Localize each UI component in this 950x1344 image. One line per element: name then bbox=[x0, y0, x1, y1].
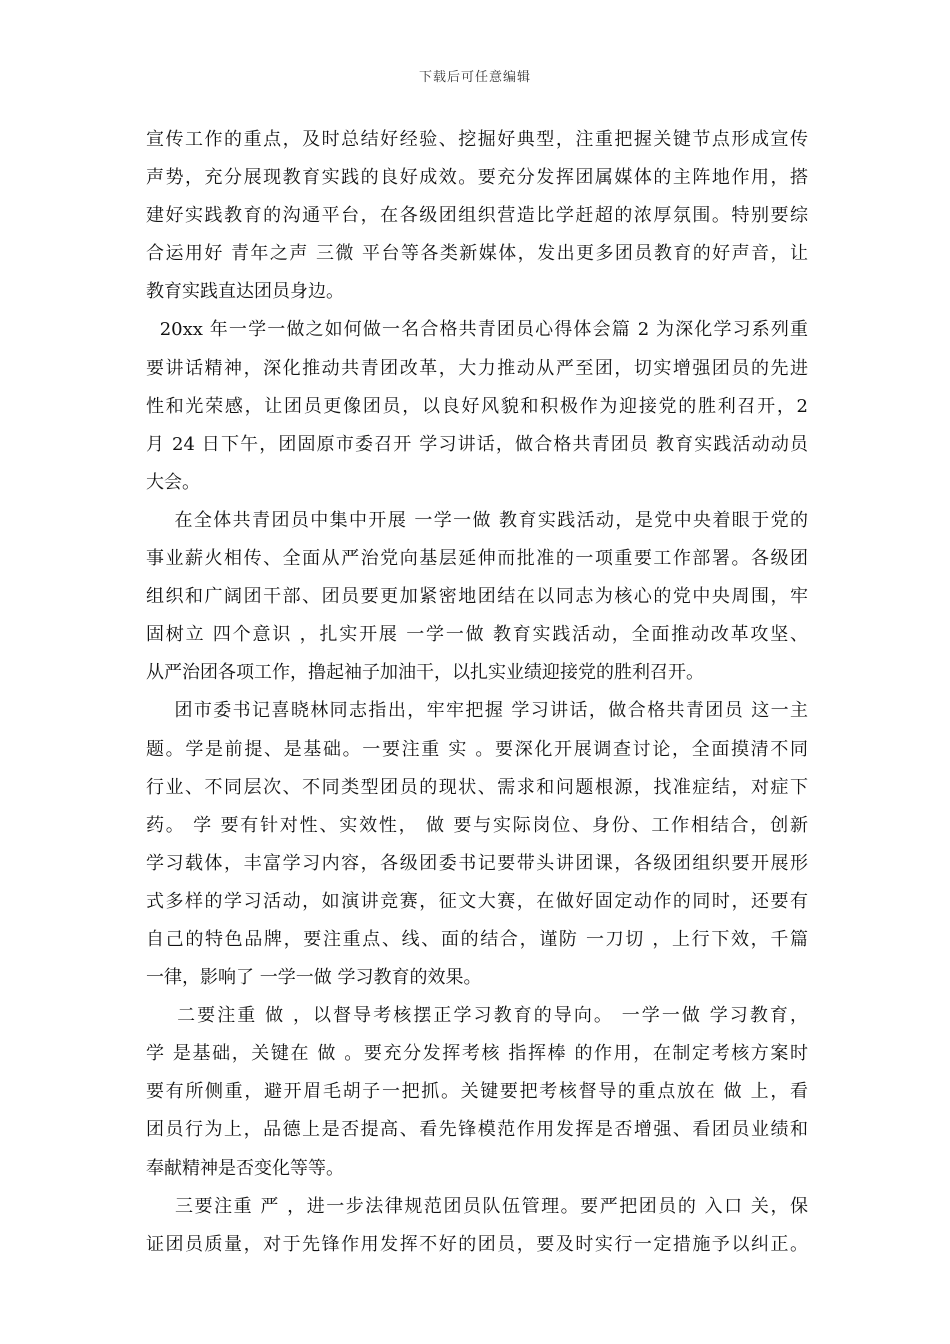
text-line: 三要注重 严 ，进一步法律规范团员队伍管理。要严把团员的 入口 关，保 bbox=[146, 1195, 808, 1217]
text-line: 式多样的学习活动，如演讲竞赛，征文大赛，在做好固定动作的同时，还要有 bbox=[146, 890, 808, 912]
text-line: 二要注重 做 ，以督导考核摆正学习教育的导向。 一学一做 学习教育， bbox=[146, 1005, 808, 1027]
text-line: 题。学是前提、是基础。一要注重 实 。要深化开展调查讨论，全面摸清不同 bbox=[146, 738, 808, 760]
text-line: 教育实践直达团员身边。 bbox=[146, 281, 344, 303]
text-line: 建好实践教育的沟通平台，在各级团组织营造比学赶超的浓厚氛围。特别要综 bbox=[146, 205, 808, 227]
text-line: 大会。 bbox=[146, 471, 200, 493]
text-line: 自己的特色品牌，要注重点、线、面的结合，谨防 一刀切 ，上行下效，千篇 bbox=[146, 928, 808, 950]
text-line: 行业、不同层次、不同类型团员的现状、需求和问题根源，找准症结，对症下 bbox=[146, 776, 808, 798]
text-line: 学 是基础，关键在 做 。要充分发挥考核 指挥棒 的作用，在制定考核方案时 bbox=[146, 1043, 808, 1065]
text-line: 团市委书记喜晓林同志指出，牢牢把握 学习讲话，做合格共青团员 这一主 bbox=[146, 700, 808, 722]
text-line: 月 24 日下午，团固原市委召开 学习讲话，做合格共青团员 教育实践活动动员 bbox=[146, 433, 808, 455]
text-line: 奉献精神是否变化等等。 bbox=[146, 1157, 344, 1179]
text-line: 声势，充分展现教育实践的良好成效。要充分发挥团属媒体的主阵地作用，搭 bbox=[146, 167, 808, 189]
text-line: 从严治团各项工作，撸起袖子加油干，以扎实业绩迎接党的胜利召开。 bbox=[146, 662, 704, 684]
text-line: 性和光荣感，让团员更像团员，以良好风貌和积极作为迎接党的胜利召开，2 bbox=[146, 395, 808, 417]
text-line: 证团员质量，对于先锋作用发挥不好的团员，要及时实行一定措施予以纠正。 bbox=[146, 1233, 808, 1255]
text-line: 固树立 四个意识 ，扎实开展 一学一做 教育实践活动，全面推动改革攻坚、 bbox=[146, 624, 808, 646]
text-line: 药。 学 要有针对性、实效性， 做 要与实际岗位、身份、工作相结合，创新 bbox=[146, 814, 808, 836]
text-line: 合运用好 青年之声 三微 平台等各类新媒体，发出更多团员教育的好声音，让 bbox=[146, 243, 808, 265]
text-line: 宣传工作的重点，及时总结好经验、挖掘好典型，注重把握关键节点形成宣传 bbox=[146, 129, 808, 150]
text-line: 学习载体，丰富学习内容，各级团委书记要带头讲团课，各级团组织要开展形 bbox=[146, 852, 808, 874]
text-line: 组织和广阔团干部、团员要更加紧密地团结在以同志为核心的党中央周围，牢 bbox=[146, 586, 808, 608]
text-line: 要有所侧重，避开眉毛胡子一把抓。关键要把考核督导的重点放在 做 上，看 bbox=[146, 1081, 808, 1103]
text-line: 要讲话精神，深化推动共青团改革，大力推动从严至团，切实增强团员的先进 bbox=[146, 357, 808, 379]
text-line: 20xx 年一学一做之如何做一名合格共青团员心得体会篇 2 为深化学习系列重 bbox=[146, 319, 808, 341]
document-body bbox=[146, 121, 808, 1264]
text-line: 在全体共青团员中集中开展 一学一做 教育实践活动，是党中央着眼于党的 bbox=[146, 509, 808, 531]
text-line: 一律，影响了 一学一做 学习教育的效果。 bbox=[146, 967, 482, 989]
text-line: 事业薪火相传、全面从严治党向基层延伸而批准的一项重要工作部署。各级团 bbox=[146, 548, 808, 570]
text-line: 团员行为上，品德上是否提高、看先锋模范作用发挥是否增强、看团员业绩和 bbox=[146, 1119, 808, 1141]
page-header: 下载后可任意编辑 bbox=[418, 70, 531, 85]
